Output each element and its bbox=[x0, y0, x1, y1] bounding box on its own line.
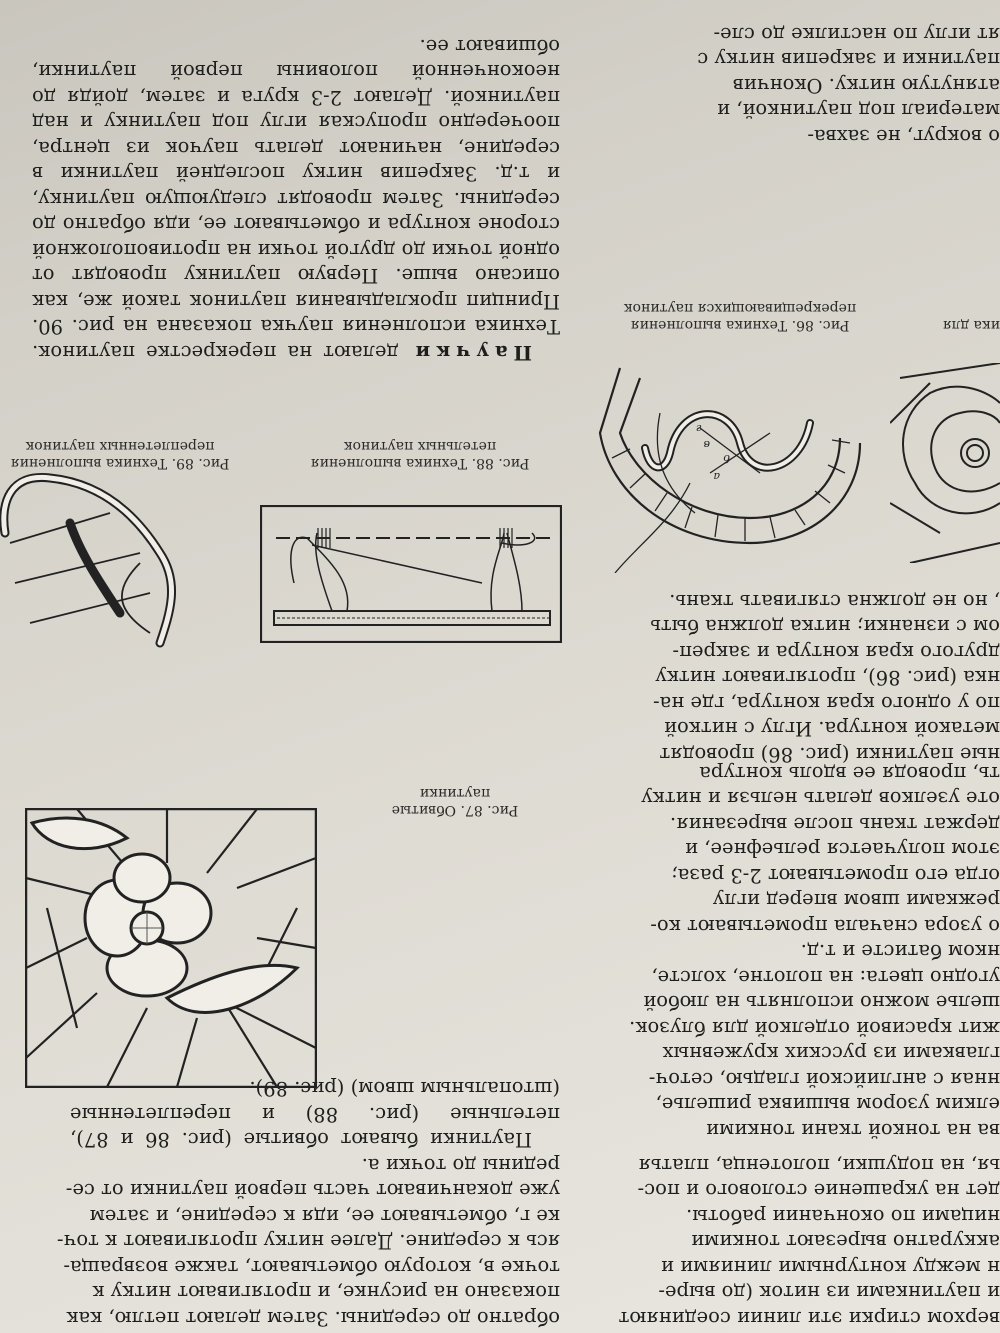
spiders-body: делают на перекрестке паутинок. Техника исполнения паучка показана на рис. 90. Принцип прокладывания паутинок такой же, как описано выше. Первую паутинку проводят от одной точки до другой точки на противоположной стороне контура и обметывают ее, идя обратно до середины. Затем проводят следующую паутинку, и т.д. Закрепив нитку последней паутинки в середине, начинают делать паучок из центра, поочередно пропуская иглу под паутинку и над паутинкой. Делают 2-3 круга и затем, дойдя до неоконченной половины первой паутинки, обшивают ее. bbox=[32, 35, 560, 364]
text-line: шелье можно исполнять на любой bbox=[643, 991, 1000, 1015]
text-line: материал под паутинкой, и bbox=[717, 99, 1000, 123]
text-line: другого края контура и закреп- bbox=[672, 641, 1000, 664]
text-line: оте узелков делать нельзя и нитку bbox=[641, 787, 1000, 811]
text-line: держат ткань после вырезания. bbox=[669, 813, 1000, 836]
text-line: аккуратно вырезают тонкими bbox=[691, 1230, 1000, 1254]
text-line: ке г, обметывают ее, идя к середине, и затем bbox=[89, 1205, 560, 1228]
caption-fig86: Рис. 86. Техника выполнения перекрещивающихся паутинок bbox=[623, 300, 857, 333]
figure-89-drawing bbox=[0, 463, 180, 653]
term-spiders: Паучки bbox=[409, 341, 532, 364]
text-line: ясь к середине. Далее нитку протягивают к точ- bbox=[56, 1230, 560, 1254]
text-line: нком батисте и т.д. bbox=[800, 940, 1000, 964]
text-line: угодно цвета: на полотне, холсте, bbox=[651, 966, 1000, 989]
caption-fig86-left-fragment: ика для bbox=[942, 317, 1000, 333]
text-line: обратно до середины. Затем делают петлю, как bbox=[66, 1307, 560, 1330]
figure-86-crossing-webs bbox=[595, 348, 870, 573]
text-line: нная с английской гладью, сеточ- bbox=[648, 1068, 1000, 1091]
text-line: огда его прометывают 2-3 раза; bbox=[671, 864, 1000, 887]
caption-fig88: Рис. 88. Техника выполнения петельных паутинок bbox=[310, 438, 530, 471]
point-label-g: г bbox=[696, 422, 702, 435]
left-top-text bbox=[590, 1153, 1000, 1332]
text-line: и паутинками из ниток (до выре- bbox=[658, 1281, 1000, 1305]
left-bottom-text bbox=[590, 589, 1000, 768]
point-label-b: б bbox=[723, 452, 730, 465]
text-line: нка (рис. 86), протягивают нитку bbox=[655, 666, 1000, 690]
text-line: точке в, которую обметывают, также возвраща- bbox=[63, 1256, 560, 1279]
caption-fig89: Рис. 89. Техника выполнения переплетенных паутинок bbox=[10, 438, 230, 471]
text-line: ья, на подушки, полотенца, платья bbox=[638, 1154, 1000, 1177]
text-line: ные паутинки (рис. 86) проводят bbox=[659, 743, 1000, 766]
text-line: н между контурными линиями и bbox=[660, 1256, 1000, 1279]
paragraph-types: Паутинки бывают обвитые (рис. 86 и 87), петельные (рис. 88) и переплетенные (штопальным швом) (рис. 89). bbox=[70, 1077, 560, 1152]
text-line: верхом стирки эти линии соединяют bbox=[618, 1307, 1000, 1330]
text-line: , но не должна стягивать ткань. bbox=[669, 590, 1000, 613]
figure-85-fragment-drawing bbox=[890, 363, 1000, 563]
point-label-a: а bbox=[713, 470, 720, 483]
point-label-v: в bbox=[703, 438, 710, 451]
text-line: режками швом вперед иглу bbox=[712, 889, 1000, 913]
paragraph-spiders bbox=[32, 34, 560, 366]
figure-89-interwoven-webs bbox=[0, 463, 180, 653]
text-line: уже доканчивают часть первой паутинки от се- bbox=[65, 1179, 560, 1203]
text-line: главками из русских кружевных bbox=[662, 1042, 1000, 1066]
text-line: жит красивой отделкой для блузок. bbox=[629, 1017, 1000, 1040]
text-line: ницами по окончании работы. bbox=[686, 1205, 1000, 1228]
text-line: дет на украшение столового и пос- bbox=[637, 1179, 1000, 1203]
figure-87-wrapped-webs bbox=[25, 808, 317, 1088]
text-line: елким узором вышивка ришелье, bbox=[655, 1093, 1000, 1117]
figure-88-looped-webs bbox=[260, 505, 562, 643]
figure-87-drawing bbox=[25, 808, 317, 1088]
caption-fig87: Рис. 87. Обвитые паутинки bbox=[391, 785, 519, 818]
text-line: атянутую нитку. Окончив bbox=[732, 74, 1000, 97]
text-line: метакой контура. Иглу с ниткой bbox=[663, 717, 1000, 741]
figure-85-fragment bbox=[890, 363, 1000, 563]
right-spiders-text bbox=[32, 34, 560, 366]
text-line: редины до точки а. bbox=[361, 1154, 560, 1177]
figure-88-drawing bbox=[260, 505, 562, 643]
text-line: о вокруг, не захва- bbox=[807, 125, 1000, 148]
text-line: по у одного края контура, где на- bbox=[653, 692, 1000, 715]
text-line: ом с изнанки; нитка должна быть bbox=[650, 615, 1000, 639]
text-line: о узора сначала прометывают ко- bbox=[650, 915, 1000, 938]
figure-86-drawing bbox=[595, 348, 870, 573]
text-line: ть, проводя ее вдоль контура bbox=[699, 762, 1000, 785]
text-line: паутинки и закрепив нитку с bbox=[697, 48, 1000, 72]
left-middle-text bbox=[590, 761, 1000, 1144]
text-line: этом получается рельефнее, и bbox=[685, 838, 1000, 862]
right-top-text bbox=[32, 1076, 560, 1331]
text-line: показано на рисунке, и протягивают нитку к bbox=[92, 1281, 560, 1305]
left-after-figure-text bbox=[590, 22, 1000, 150]
text-line: ва на тонкой ткани тонкими bbox=[706, 1119, 1000, 1142]
text-line: ят иглу по настилке до сле- bbox=[713, 23, 1000, 46]
